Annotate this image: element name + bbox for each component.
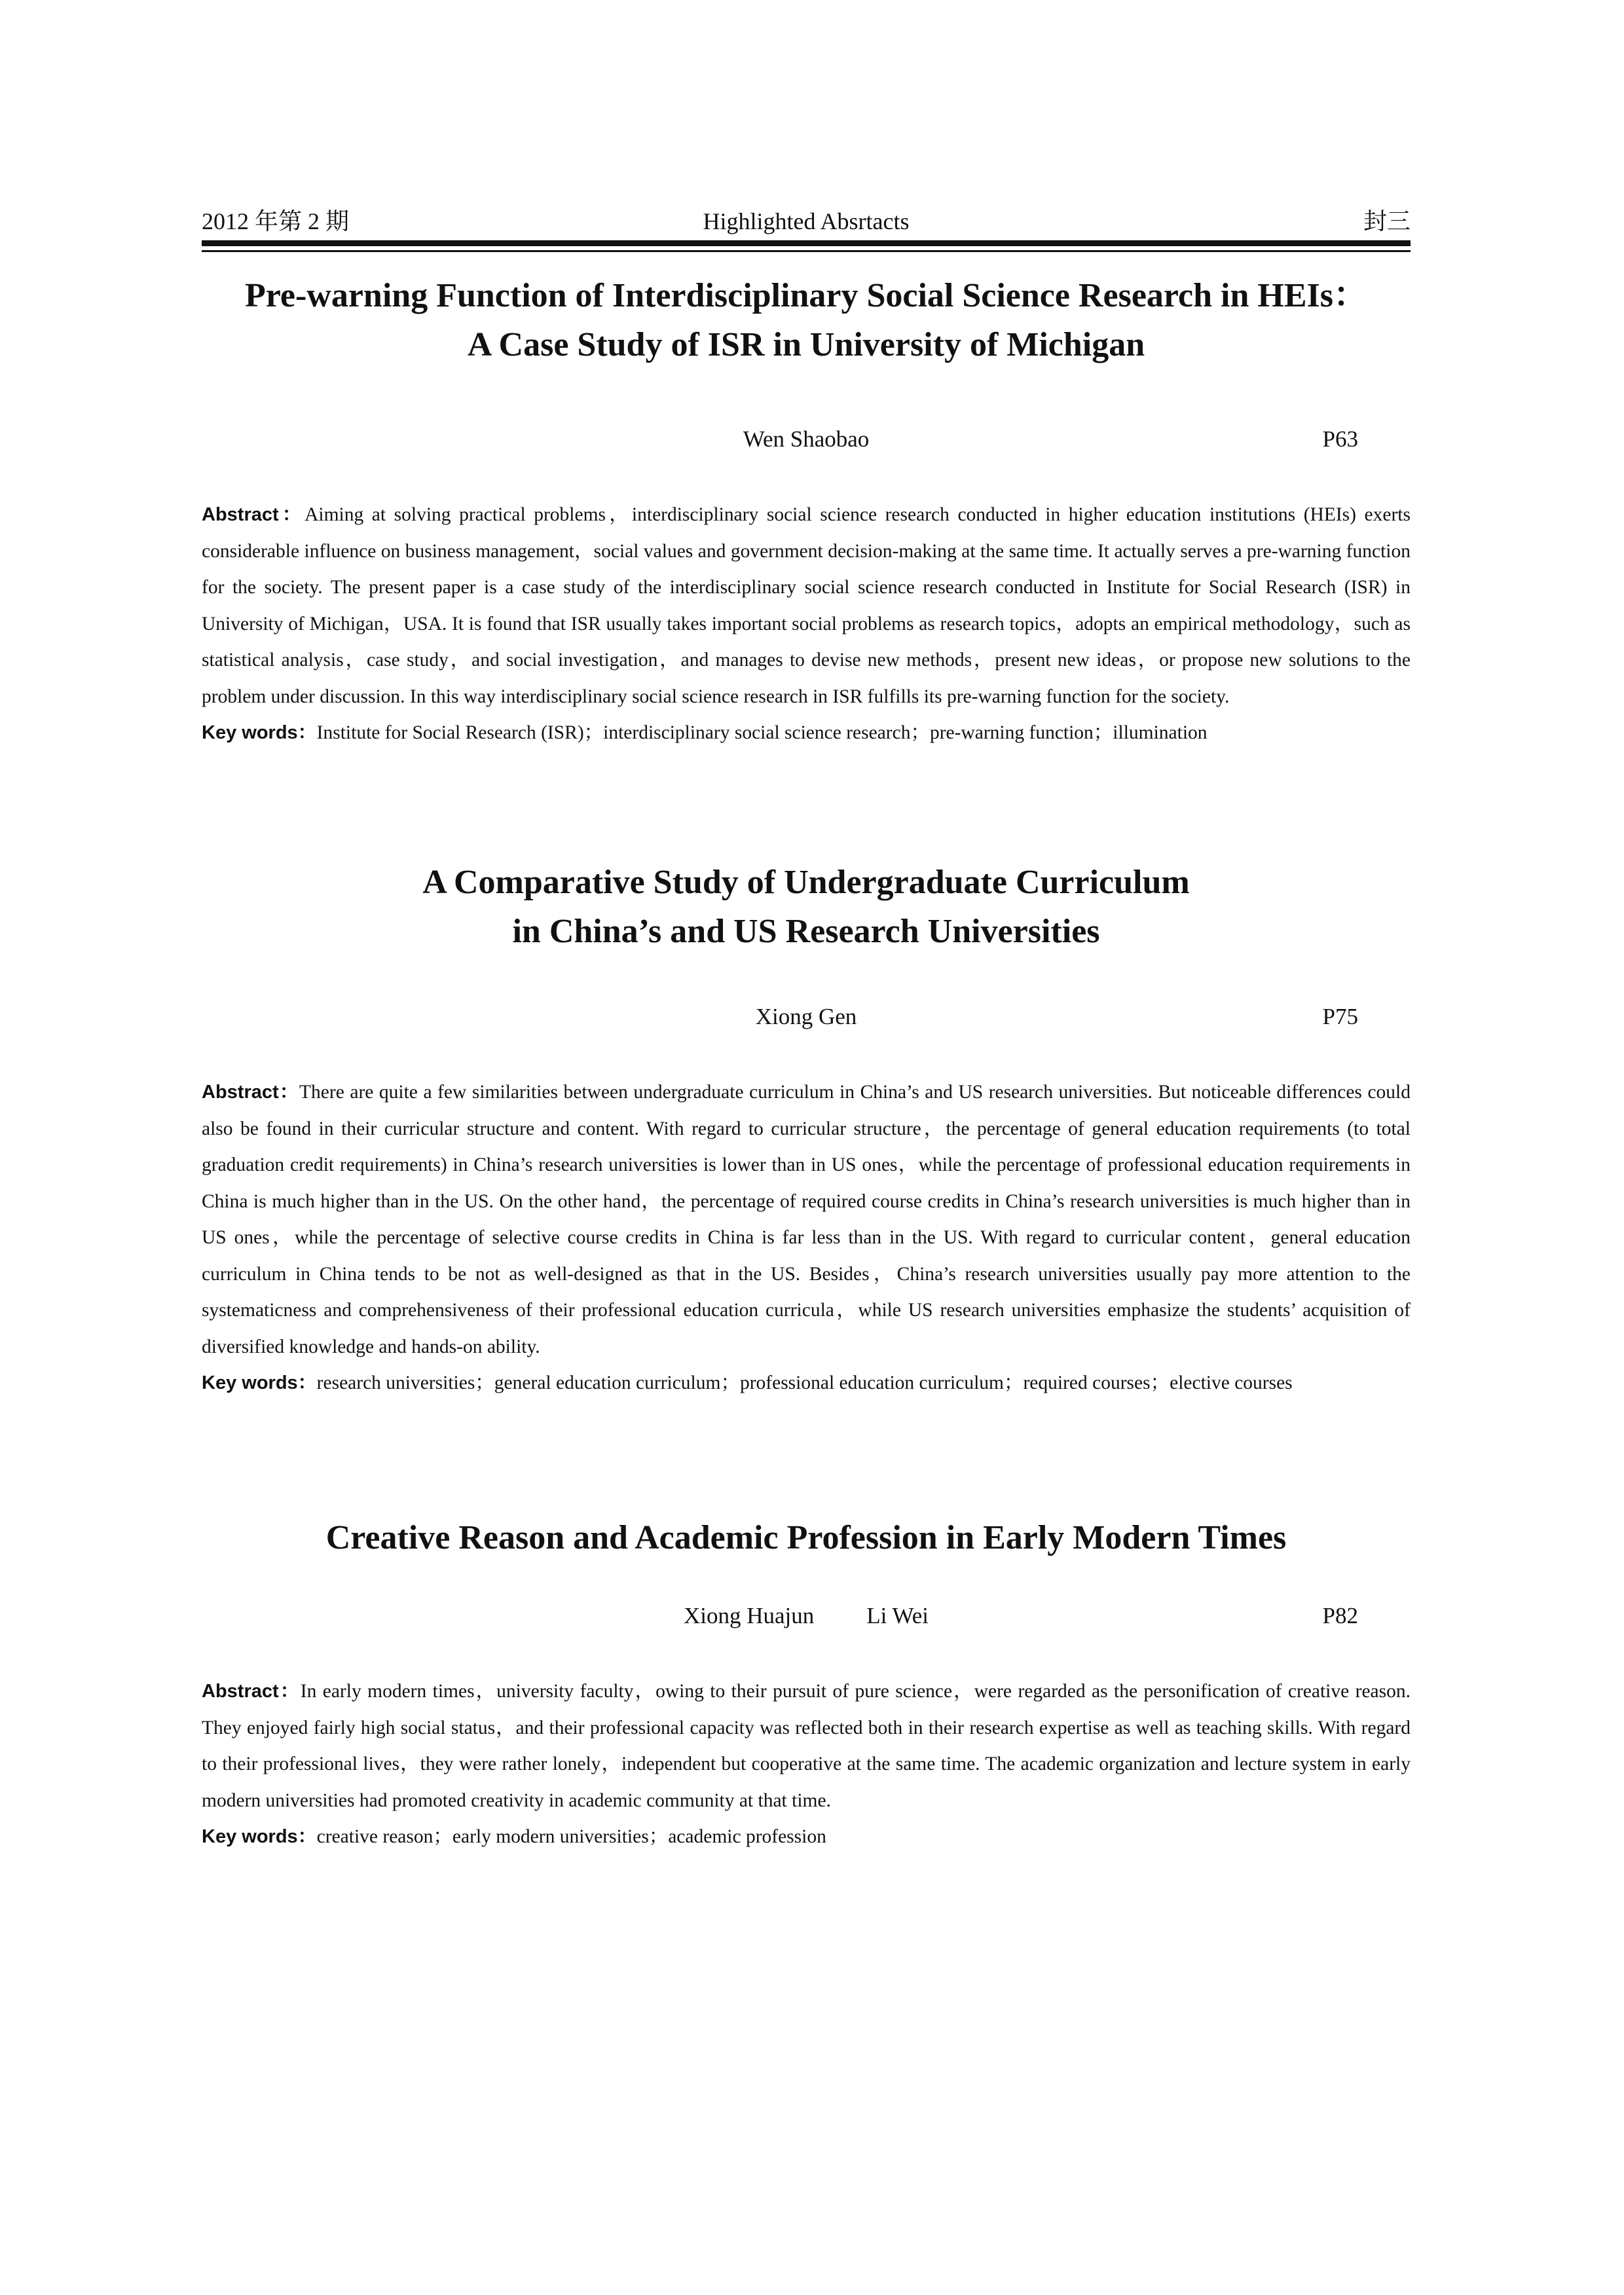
page-reference: P75 <box>1322 1004 1358 1029</box>
article-title-line-1: Pre-warning Function of Interdisciplinary Social Science Research in HEIs： <box>244 277 1368 314</box>
article-title-line-1: Creative Reason and Academic Profession in Early Modern Times <box>325 1519 1287 1556</box>
issue-label: 2012 年第 2 期 <box>202 208 350 234</box>
header-rule-thin <box>202 250 1411 252</box>
author-list <box>202 1598 1411 1634</box>
page-reference: P63 <box>1322 426 1358 452</box>
article-title-line-2: A Case Study of ISR in University of Michigan <box>467 326 1145 363</box>
author-list <box>202 421 1411 458</box>
article-title-line-2: in China’s and US Research Universities <box>512 913 1100 950</box>
abstract-text: In early modern times，university faculty，owing to their pursuit of pure science，were regarded as the personification of creative reason. They enjoyed fairly high social status，and their professional capacity was reflected both in their research expertise as well as teaching skills. With regard to their professional lives，they were rather lonely，independent but cooperative at the same time. The academic organization and lecture system in early modern universities had promoted creativity in academic community at that time. <box>202 1681 1411 1811</box>
page-label: 封三 <box>1363 208 1411 234</box>
author-name: Wen Shaobao <box>743 426 870 452</box>
author-list <box>202 999 1411 1035</box>
author-name: Xiong Gen <box>755 1004 857 1029</box>
byline <box>202 999 1411 1035</box>
page-reference: P82 <box>1322 1603 1358 1628</box>
article-title <box>202 1513 1411 1562</box>
keywords <box>202 715 1411 752</box>
author-name: Li Wei <box>866 1603 929 1628</box>
keywords-text: creative reason；early modern universities；academic profession <box>316 1826 826 1847</box>
abstract-label: Abstract： <box>202 1681 301 1702</box>
abstract-text: Aiming at solving practical problems，interdisciplinary social science research conducted in higher education institutions (HEIs) exerts considerable influence on business management，social values and government decision-making at the same time. It actually serves a pre-warning function for the society. The present paper is a case study of the interdisciplinary social science research conducted in Institute for Social Research (ISR) in University of Michigan，USA. It is found that ISR usually takes important social problems as research topics，adopts an empirical methodology，such as statistical analysis，case study，and social investigation，and manages to devise new methods，present new ideas，or propose new solutions to the problem under discussion. In this way interdisciplinary social science research in ISR fulfills its pre-warning function for the society. <box>202 504 1411 707</box>
byline <box>202 1598 1411 1634</box>
abstract <box>202 1074 1411 1365</box>
author-name: Xiong Huajun <box>683 1603 815 1628</box>
article-1 <box>202 271 1411 752</box>
abstract-label: Abstract： <box>202 1082 300 1103</box>
keywords-label: Key words： <box>202 1372 317 1393</box>
keywords-label: Key words： <box>202 722 317 743</box>
abstract <box>202 497 1411 715</box>
keywords-label: Key words： <box>202 1826 317 1847</box>
abstract <box>202 1674 1411 1819</box>
keywords-text: research universities；general education curriculum；professional education curriculum；required courses；elective courses <box>316 1372 1293 1393</box>
byline <box>202 421 1411 458</box>
article-title <box>202 858 1411 956</box>
section-title: Highlighted Absrtacts <box>703 208 910 234</box>
running-header <box>202 204 1411 238</box>
header-rule-thick <box>202 240 1411 246</box>
abstract-text: There are quite a few similarities between undergraduate curriculum in China’s and US research universities. But noticeable differences could also be found in their curricular structure and content. With regard to curricular structure，the percentage of general education requirements (to total graduation credit requirements) in China’s research universities is lower than in US ones，while the percentage of professional education requirements in China is much higher than in the US. On the other hand，the percentage of required course credits in China’s research universities is much higher than in US ones，while the percentage of selective course credits in China is far less than in the US. With regard to curricular content，general education curriculum in China tends to be not as well-designed as that in the US. Besides，China’s research universities usually pay more attention to the systematicness and comprehensiveness of their professional education curricula，while US research universities emphasize the students’ acquisition of diversified knowledge and hands-on ability. <box>202 1082 1411 1357</box>
article-2 <box>202 858 1411 1402</box>
article-title <box>202 271 1411 369</box>
keywords <box>202 1819 1411 1856</box>
article-title-line-1: A Comparative Study of Undergraduate Curriculum <box>422 864 1190 901</box>
abstract-label: Abstract： <box>202 504 305 525</box>
keywords <box>202 1365 1411 1402</box>
keywords-text: Institute for Social Research (ISR)；interdisciplinary social science research；pre-warning function；illumination <box>316 722 1208 743</box>
article-3 <box>202 1513 1411 1856</box>
